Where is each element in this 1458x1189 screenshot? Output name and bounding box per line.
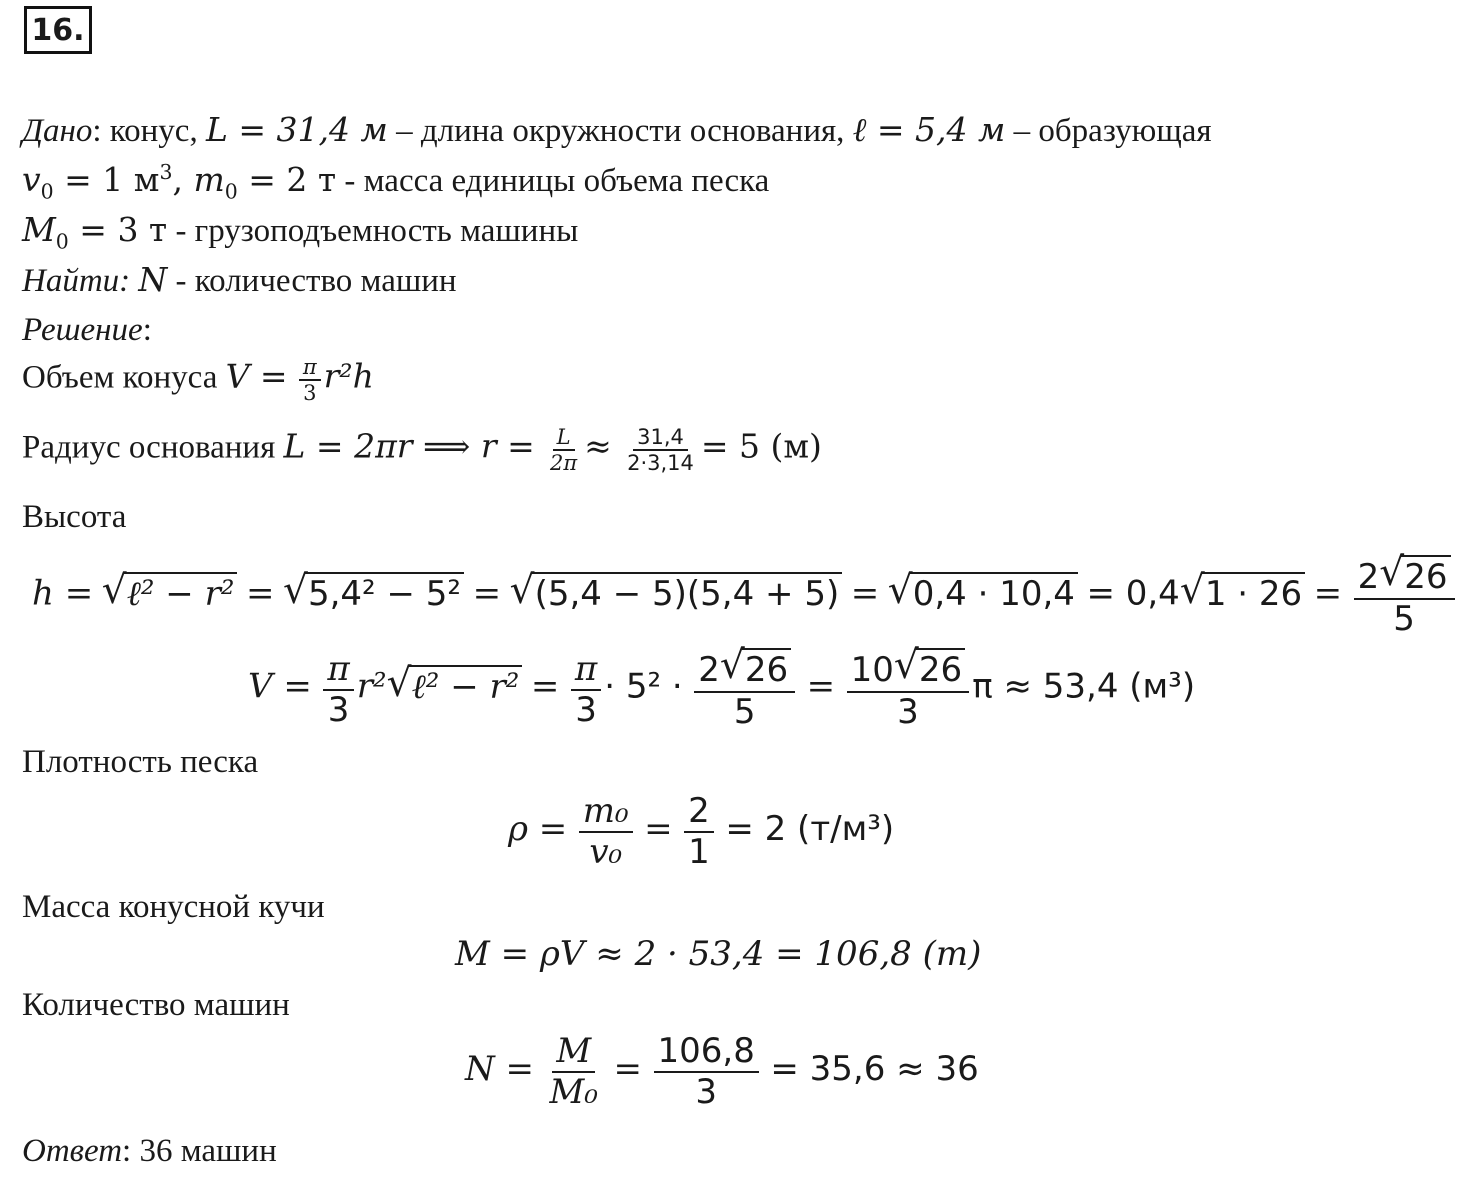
answer-line	[22, 1131, 277, 1171]
volume-eq-fraction-3: $\frac{2√ 26}{5}$	[694, 648, 795, 732]
height-eq-3: =	[472, 573, 502, 614]
volume-eq-fraction-2: $\frac{\pi}{3}$	[571, 650, 601, 730]
given-v0-value: = 1 $м^3$,	[53, 160, 194, 199]
radius-result: = 5 (м)	[700, 426, 822, 466]
find-label: Найти:	[22, 263, 131, 299]
height-lhs: h =	[32, 573, 94, 614]
given-line-1	[22, 110, 1212, 151]
volume-eq-mid: · 5² ·	[604, 666, 683, 707]
height-sqrt-3: √ (5,4 − 5)(5,4 + 5)	[510, 572, 843, 615]
answer-label: Ответ	[22, 1133, 123, 1169]
given-m0-desc: - масса единицы объема песка	[336, 163, 770, 199]
height-sqrt-5: √ 1 · 26	[1180, 572, 1305, 615]
density-eq-fraction-2: $\frac{2}{1}$	[684, 792, 714, 872]
height-eq-6: =	[1313, 573, 1343, 614]
radius-eq: L = 2πr ⟹ r =	[283, 426, 535, 466]
count-label: Количество машин	[22, 987, 290, 1023]
find-var: N	[138, 260, 168, 299]
given-m0: $m_0$	[193, 160, 238, 204]
volume-eq-fraction-4: $\frac{10√ 26}{3}$	[847, 648, 970, 732]
given-l: ℓ = 5,4 м	[852, 110, 1006, 149]
volume-eq-lhs: V =	[248, 666, 312, 707]
find-line	[22, 260, 457, 301]
solution-heading	[22, 310, 152, 350]
height-equation	[32, 555, 1458, 639]
density-label: Плотность песка	[22, 744, 259, 780]
problem-number-badge: 16.	[24, 6, 92, 54]
given-label: Дано	[22, 113, 93, 149]
count-equation	[465, 1032, 979, 1112]
height-sqrt-4: √ 0,4 · 10,4	[888, 572, 1078, 615]
radius-approx: ≈	[584, 426, 612, 466]
height-label: Высота	[22, 499, 127, 535]
count-eq-fraction-1: $\frac{M}{\text{M₀}}$	[549, 1031, 598, 1113]
height-sqrt-1: √ ℓ² − r²	[102, 572, 238, 615]
mass-label: Масса конусной кучи	[22, 889, 325, 925]
given-M0: $M_0$	[22, 210, 69, 254]
volume-formula-lhs: V =	[225, 356, 288, 396]
radius-fraction-1: $\frac{L}{2\pi}$	[550, 425, 578, 476]
volume-equation	[248, 648, 1195, 732]
count-eq-result: = 35,6 ≈ 36	[770, 1048, 979, 1089]
height-eq-5: = 0,4	[1086, 573, 1180, 614]
solution-colon: :	[142, 312, 152, 348]
given-line-3	[22, 210, 579, 254]
density-equation	[508, 792, 894, 872]
given-L: L = 31,4 м	[205, 110, 388, 149]
volume-formula-fraction: $\frac{\pi}{3}$	[299, 355, 321, 405]
given-text: : конус,	[92, 113, 206, 149]
height-eq-2: =	[245, 573, 275, 614]
volume-formula-text: Объем конуса	[22, 359, 226, 396]
given-l-desc: – образующая	[1005, 113, 1212, 149]
volume-eq-sqrt: √ ℓ² − r²	[387, 665, 523, 708]
height-result-fraction: $\frac{2√ 26}{5}$	[1354, 555, 1455, 639]
radius-line	[22, 425, 822, 475]
count-eq-fraction-2: $\frac{106,8}{3}$	[654, 1032, 759, 1112]
given-M0-value: = 3 т	[68, 210, 168, 249]
answer-text: : 36 машин	[122, 1133, 277, 1169]
volume-eq-eq2: =	[530, 666, 560, 707]
height-sqrt-2: √ 5,4² − 5²	[283, 572, 464, 615]
volume-eq-result: π ≈ 53,4 (м³)	[972, 666, 1196, 707]
density-eq-result: = 2 (т/м³)	[725, 808, 895, 849]
given-m0-value: = 2 т	[237, 160, 337, 199]
volume-formula-line	[22, 355, 374, 405]
mass-equation: M = ρV ≈ 2 · 53,4 = 106,8 (т)	[455, 934, 982, 974]
given-M0-desc: - грузоподъемность машины	[167, 213, 579, 249]
solution-label: Решение	[22, 312, 143, 348]
volume-formula-rhs: r²h	[323, 356, 374, 396]
count-eq-lhs: N =	[465, 1048, 535, 1089]
volume-eq-r2: r²	[356, 666, 387, 707]
count-eq-eq2: =	[613, 1048, 642, 1089]
density-eq-lhs: ρ =	[508, 808, 568, 849]
radius-fraction-2: $\frac{31,4}{2\cdot 3,14}$	[627, 425, 694, 476]
density-eq-fraction-1: $\frac{\text{m₀}}{\text{v₀}}$	[579, 792, 633, 872]
radius-text: Радиус основания	[22, 429, 284, 466]
find-desc: - количество машин	[167, 263, 457, 299]
given-L-desc: – длина окружности основания,	[387, 113, 853, 149]
height-eq-4: =	[850, 573, 880, 614]
given-line-2	[22, 160, 770, 204]
given-v0: $v_0$	[22, 160, 54, 204]
volume-eq-fraction-1: $\frac{\pi}{3}$	[323, 650, 353, 730]
density-eq-eq2: =	[644, 808, 673, 849]
volume-eq-eq3: =	[806, 666, 836, 707]
